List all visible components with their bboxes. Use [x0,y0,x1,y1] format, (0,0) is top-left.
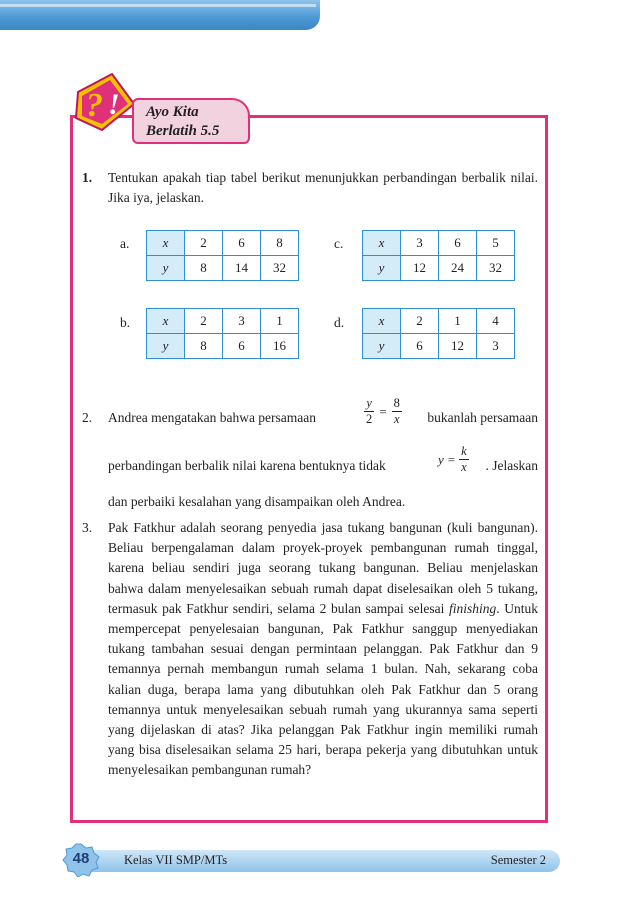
table-cell: x [147,309,185,334]
q2-line-2-end: . Jelaskan [485,458,538,473]
table-cell: 8 [261,231,299,256]
equation-2 [438,444,469,475]
table-cell: 6 [223,231,261,256]
table-cell: 32 [261,256,299,281]
exercise-content [82,168,538,208]
table-cell: y [363,334,401,359]
eq2-top: k [461,444,467,458]
page-footer [62,846,562,874]
table-cell: 8 [185,256,223,281]
footer-semester: Semester 2 [490,853,546,867]
table-cell: 4 [477,309,515,334]
question-text: Tentukan apakah tiap tabel berikut menunjukkan perbandingan berbalik nilai. Jika iya, jelaskan. [108,170,538,205]
q3-text-a: Pak Fatkhur adalah seorang penyedia jasa tukang bangunan (kuli bangunan). Beliau berpengalaman dalam proyek-proyek pembangunan rumah tinggal, karena beliau sendiri juga seorang tukang bangunan. Beliau menjelaskan bahwa dalam menyelesaikan sebuah rumah dapat diselesaikan oleh 5 tukang, termasuk pak Fatkhur sendiri, selama 2 bulan sampai selesai [108,520,538,616]
eq1-right-bot: x [393,412,400,426]
badge-line-1: Ayo Kita [146,104,199,120]
footer-book-title: Kelas VII SMP/MTs [124,853,228,867]
q3-text-italic: finishing [449,600,497,616]
table-cell: 8 [185,334,223,359]
eq2-equals: = [447,451,456,467]
question-exclamation-icon [72,70,138,136]
table-cell: 5 [477,231,515,256]
table-cell: y [147,256,185,281]
equation-1 [364,396,402,427]
eq2-bot: x [461,460,467,474]
question-1 [82,168,538,208]
q2-line-1-end: bukanlah persamaan [427,410,538,425]
table-label: b. [120,315,131,330]
table-cell: 2 [401,309,439,334]
table-a [146,230,299,281]
table-cell: 12 [439,334,477,359]
table-cell: 2 [185,309,223,334]
table-cell: y [147,334,185,359]
q2-line-1-text: Andrea mengatakan bahwa persamaan [108,410,317,425]
table-cell: y [363,256,401,281]
table-cell: x [363,231,401,256]
table-label: c. [334,236,344,251]
table-cell: 1 [439,309,477,334]
table-cell: 6 [223,334,261,359]
badge-line-2: Berlatih 5.5 [146,123,220,139]
table-cell: x [363,309,401,334]
eq1-equals: = [379,403,387,419]
question-number: 3. [82,520,93,535]
table-label: d. [334,315,345,330]
table-cell: 2 [185,231,223,256]
page-number: 48 [72,850,90,867]
table-cell: 16 [261,334,299,359]
table-cell: 3 [477,334,515,359]
table-cell: 14 [223,256,261,281]
section-badge [132,98,250,144]
table-cell: 3 [223,309,261,334]
eq1-left-top: y [364,396,374,412]
q3-text-b: . Untuk mempercepat penyelesaian bangunan, Pak Fatkhur sanggup menyediakan tukang tambahan sesuai dengan permintaan pelanggan. Pak Fatkhur dan 9 temannya pernah membangun rumah selama 1 bulan. Nah, sekarang coba kalian duga, berapa lama yang dibutuhkan oleh Pak Fatkhur dan 5 orang temannya untuk menyelesaikan sebuah rumah yang ukurannya sama seperti yang dijelaskan di atas? Jika pelanggan Pak Fatkhur ingin memiliki rumah yang bisa diselesaikan selama 25 hari, berapa pekerja yang dibutuhkan untuk menyelesaikan pembangunan rumah? [108,600,538,778]
eq1-left-bot: 2 [366,412,373,426]
table-d [362,308,515,359]
question-3 [82,518,538,781]
eq2-y: y [438,451,444,467]
table-cell: 6 [401,334,439,359]
table-cell: 12 [401,256,439,281]
table-cell: 3 [401,231,439,256]
eq1-right-top: 8 [393,396,400,410]
q2-line-2-text: perbandingan berbalik nilai karena bentuknya tidak [108,458,386,473]
table-label: a. [120,236,130,251]
question-2 [82,396,538,512]
question-number: 2. [82,410,93,425]
table-cell: x [147,231,185,256]
table-cell: 6 [439,231,477,256]
table-cell: 24 [439,256,477,281]
table-b [146,308,299,359]
table-cell: 32 [477,256,515,281]
q2-line-3: dan perbaiki kesalahan yang disampaikan oleh Andrea. [108,494,406,509]
table-c [362,230,515,281]
table-cell: 1 [261,309,299,334]
svg-text:!: ! [108,88,120,121]
top-decor-bar [0,0,320,30]
question-number: 1. [82,170,93,185]
svg-text:?: ? [86,87,103,124]
